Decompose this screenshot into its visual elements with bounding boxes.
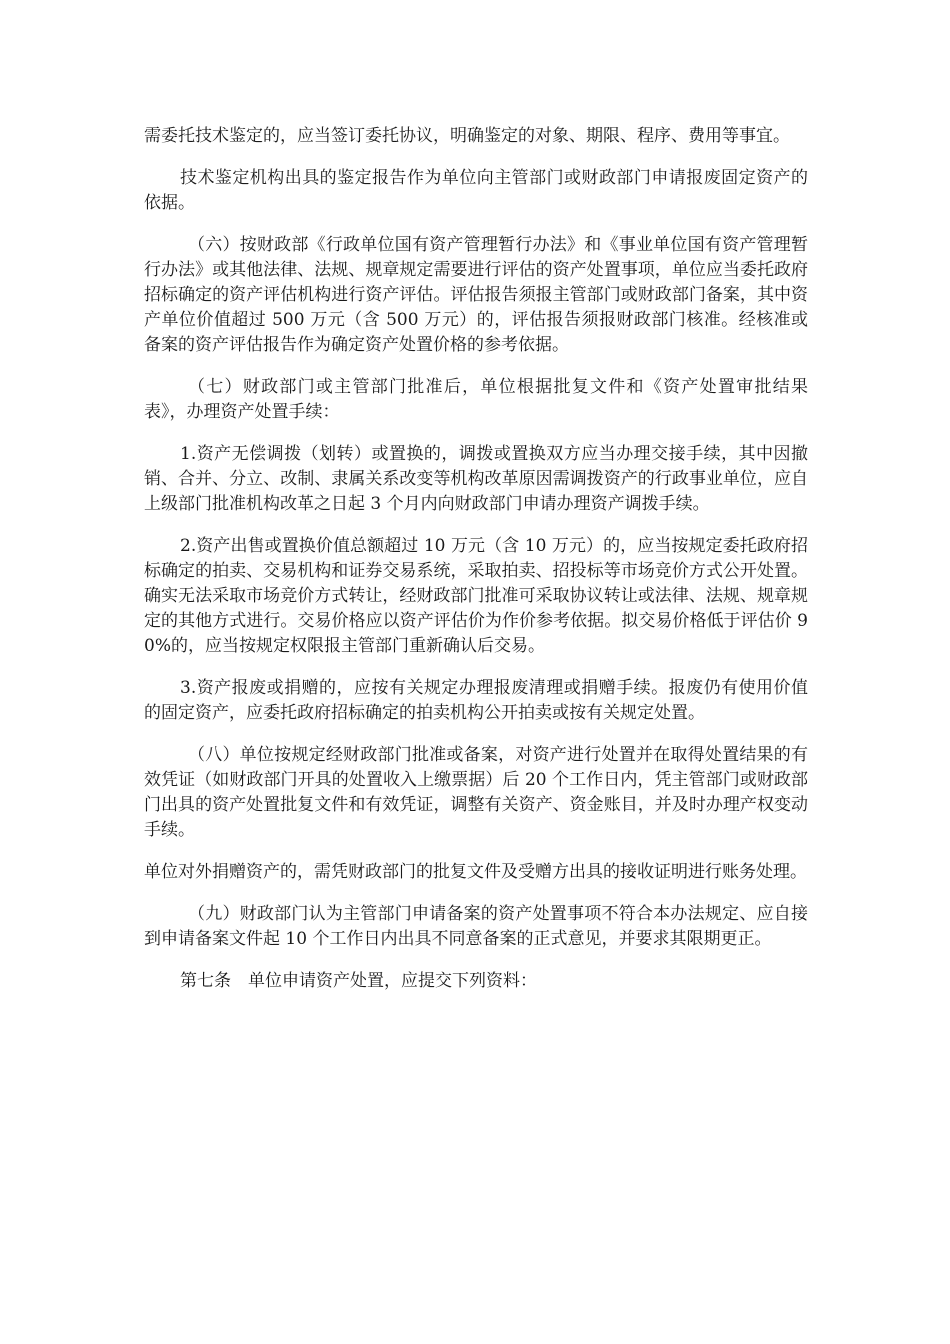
paragraph-3-scrap-or-donation: 3.资产报废或捐赠的，应按有关规定办理报废清理或捐赠手续。报废仍有使用价值的固定资产，应委托政府招标确定的拍卖机构公开拍卖或按有关规定处置。 [144,678,808,723]
paragraph-1-free-transfer: 1.资产无偿调拨（划转）或置换的，调拨或置换双方应当办理交接手续，其中因撤销、合并、分立、改制、隶属关系改变等机构改革原因需调拨资产的行政事业单位，应自上级部门批准机构改革之日起 3 个月内向财政部门申请办理资产调拨手续。 [144,444,808,514]
paragraph-item-6-asset-evaluation: （六）按财政部《行政单位国有资产管理暂行办法》和《事业单位国有资产管理暂行办法》或其他法律、法规、规章规定需要进行评估的资产处置事项，单位应当委托政府招标确定的资产评估机构进行资产评估。评估报告须报主管部门或财政部门备案，其中资产单位价值超过 500 万元（含 500 万元）的，评估报告须报财政部门核准。经核准或备案的资产评估报告作为确定资产处置价格的参考依据。 [144,235,808,355]
document-body [144,124,808,1011]
paragraph-item-8-account-adjustment: （八）单位按规定经财政部门批准或备案，对资产进行处置并在取得处置结果的有效凭证（如财政部门开具的处置收入上缴票据）后 20 个工作日内，凭主管部门或财政部门出具的资产处置批复文件和有效凭证，调整有关资产、资金账目，并及时办理产权变动手续。 [144,745,808,840]
paragraph-article-7-heading: 第七条 单位申请资产处置，应提交下列资料： [180,971,537,991]
paragraph-technical-appraisal-agreement: 需委托技术鉴定的，应当签订委托协议，明确鉴定的对象、期限、程序、费用等事宜。 [144,126,790,146]
paragraph-2-sale-or-exchange: 2.资产出售或置换价值总额超过 10 万元（含 10 万元）的，应当按规定委托政府招标确定的拍卖、交易机构和证券交易系统，采取拍卖、招投标等市场竞价方式公开处置。确实无法采取市场竞价方式转让，经财政部门批准可采取协议转让或法律、法规、规章规定的其他方式进行。交易价格应以资产评估价为作价参考依据。拟交易价格低于评估价 90%的，应当按规定权限报主管部门重新确认后交易。 [144,536,808,656]
paragraph-item-7-disposal-procedures: （七）财政部门或主管部门批准后，单位根据批复文件和《资产处置审批结果表》，办理资产处置手续： [144,377,808,422]
paragraph-appraisal-report-basis: 技术鉴定机构出具的鉴定报告作为单位向主管部门或财政部门申请报废固定资产的依据。 [144,168,808,213]
paragraph-donation-accounting: 单位对外捐赠资产的，需凭财政部门的批复文件及受赠方出具的接收证明进行账务处理。 [144,862,807,882]
paragraph-item-9-filing-objection: （九）财政部门认为主管部门申请备案的资产处置事项不符合本办法规定、应自接到申请备案文件起 10 个工作日内出具不同意备案的正式意见，并要求其限期更正。 [144,904,808,949]
